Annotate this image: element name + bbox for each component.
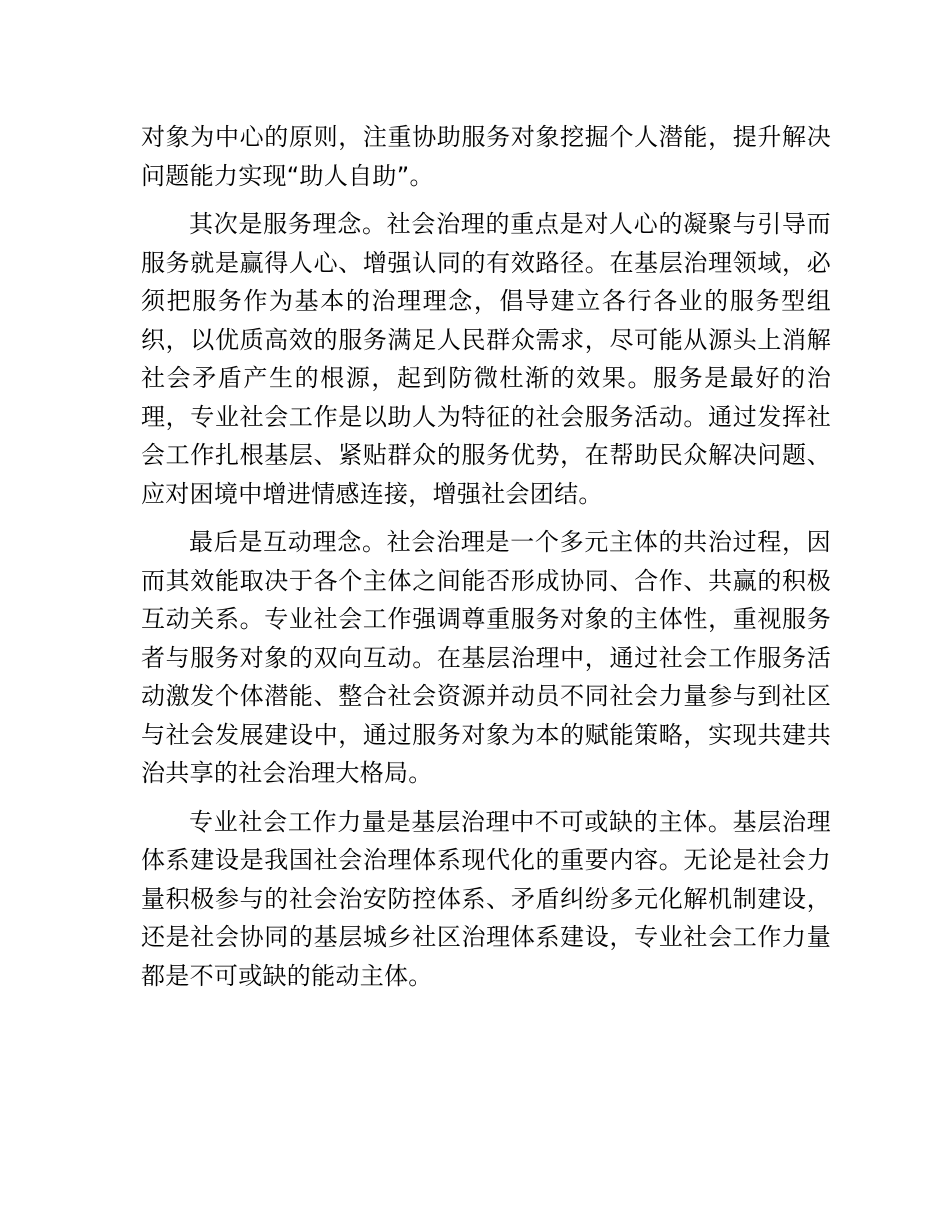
paragraph-service-concept: 其次是服务理念。社会治理的重点是对人心的凝聚与引导而服务就是赢得人心、增强认同的有效路径。在基层治理领域，必须把服务作为基本的治理理念，倡导建立各行各业的服务型组织，以优质高效的服务满足人民群众需求，尽可能从源头上消解社会矛盾产生的根源，起到防微杜渐的效果。服务是最好的治理，专业社会工作是以助人为特征的社会服务活动。通过发挥社会工作扎根基层、紧贴群众的服务优势，在帮助民众解决问题、应对困境中增进情感连接，增强社会团结。 — [141, 210, 831, 508]
paragraph-continued: 对象为中心的原则，注重协助服务对象挖掘个人潜能，提升解决问题能力实现“助人自助”。 — [141, 123, 831, 190]
paragraph-social-work-force: 专业社会工作力量是基层治理中不可或缺的主体。基层治理体系建设是我国社会治理体系现代化的重要内容。无论是社会力量积极参与的社会治安防控体系、矛盾纠纷多元化解机制建设，还是社会协同的基层城乡社区治理体系建设，专业社会工作力量都是不可或缺的能动主体。 — [141, 807, 831, 990]
document-page — [141, 118, 831, 1005]
paragraph-interaction-concept: 最后是互动理念。社会治理是一个多元主体的共治过程，因而其效能取决于各个主体之间能否形成协同、合作、共赢的积极互动关系。专业社会工作强调尊重服务对象的主体性，重视服务者与服务对象的双向互动。在基层治理中，通过社会工作服务活动激发个体潜能、整合社会资源并动员不同社会力量参与到社区与社会发展建设中，通过服务对象为本的赋能策略，实现共建共治共享的社会治理大格局。 — [141, 528, 831, 787]
